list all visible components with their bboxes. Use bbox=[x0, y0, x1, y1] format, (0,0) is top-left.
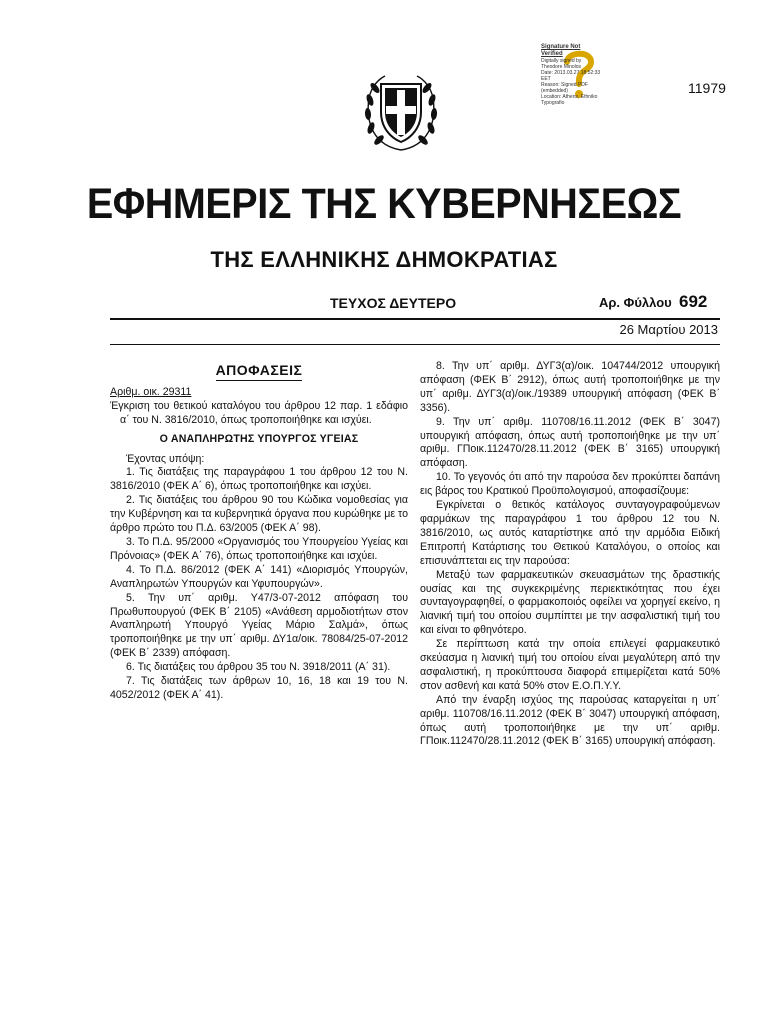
digital-signature-stamp[interactable] bbox=[541, 44, 611, 104]
page-number: 11979 bbox=[688, 80, 726, 96]
header-rule bbox=[110, 318, 720, 320]
issue-type: ΤΕΥΧΟΣ ΔΕΥΤΕΡΟ bbox=[330, 295, 457, 311]
section-heading bbox=[110, 364, 408, 378]
paragraph: 8. Την υπ΄ αριθμ. ΔΥΓ3(α)/οικ. 104744/2012 υπουργική απόφαση (ΦΕΚ Β΄ 2912), όπως αυτή τροποποιήθηκε με την υπ΄ αριθμ. ΔΥΓ3(α)/οικ./19389 υπουργική απόφαση (ΦΕΚ Β΄ 3356). bbox=[420, 360, 720, 414]
signature-detail: EET bbox=[541, 76, 551, 82]
protocol-number: Αριθμ. οικ. 29311 bbox=[110, 385, 192, 398]
signature-detail: Digitally signed by bbox=[541, 58, 582, 64]
decision-subject: Έγκριση του θετικού καταλόγου του άρθρου 12 παρ. 1 εδάφιο α΄ του Ν. 3816/2010, όπως τροποποιήθηκε και ισχύει. bbox=[110, 399, 408, 426]
signature-status: Signature Not bbox=[541, 44, 581, 50]
right-column bbox=[420, 360, 720, 749]
signature-detail: Theodore Minolos bbox=[541, 64, 582, 70]
paragraph: 10. Το γεγονός ότι από την παρούσα δεν προκύπτει δαπάνη εις βάρος του Κρατικού Προϋπολογισμού, αποφασίζουμε: bbox=[420, 471, 720, 498]
paragraph: 2. Τις διατάξεις του άρθρου 90 του Κώδικα νομοθεσίας για την Κυβέρνηση και τα κυβερνητικά όργανα που κυρώθηκε με το άρθρο πρώτο του Π.Δ. 63/2005 (ΦΕΚ Α΄ 98). bbox=[110, 494, 408, 535]
paragraph: 6. Τις διατάξεις του άρθρου 35 του Ν. 3918/2011 (Α΄ 31). bbox=[126, 661, 391, 674]
paragraph: Σε περίπτωση κατά την οποία επιλεγεί φαρμακευτικό σκεύασμα η λιανική τιμή του οποίου είναι μεγαλύτερη από την ασφαλιστική, η προκύπτουσα διαφορά επιμερίζεται κατά 50% στον ασθενή και κατά 50% στον Ε.Ο.Π.Υ.Υ. bbox=[420, 638, 720, 692]
paragraph: 9. Την υπ΄ αριθμ. 110708/16.11.2012 (ΦΕΚ Β΄ 3047) υπουργική απόφαση, όπως αυτή τροποποιήθηκε με την υπ΄ αριθμ. ΓΠοικ.112470/28.11.2012 (ΦΕΚ Β΄ 3165) υπουργική απόφαση. bbox=[420, 415, 720, 470]
gazette-title: ΕΦΗΜΕΡΙΣ ΤΗΣ ΚΥΒΕΡΝΗΣΕΩΣ bbox=[86, 180, 682, 228]
sheet-number-label: Αρ. Φύλλου bbox=[599, 295, 672, 310]
paragraph: Μεταξύ των φαρμακευτικών σκευασμάτων της δραστικής ουσίας και της συγκεκριμένης περιεκτικότητας που έχει συνταγογραφηθεί, ο φαρμακοποιός οφείλει να χορηγεί εκείνο, η λιανική τιμή του οποίου συμπίπτει με την ασφαλιστική τιμή του και είναι το φθηνότερο. bbox=[420, 568, 720, 637]
coat-of-arms-icon bbox=[361, 70, 441, 154]
paragraph: Έχοντας υπόψη: bbox=[126, 452, 205, 465]
paragraph: Εγκρίνεται ο θετικός κατάλογος συνταγογραφούμενων φαρμάκων της παραγράφου 1 του άρθρου 12 του Ν. 3816/2010, ως αυτός καταρτίστηκε από την αρμόδια Ειδική Επιτροπή Κατάρτισης του Θετικού Καταλόγου, ο οποίος και επισυνάπτεται εις την παρούσα: bbox=[420, 499, 720, 567]
signature-status-2: Verified bbox=[541, 51, 563, 57]
signature-detail: Reason: Signed PDF bbox=[541, 82, 588, 88]
paragraph: 4. Το Π.Δ. 86/2012 (ΦΕΚ Α΄ 141) «Διορισμός Υπουργών, Αναπληρωτών Υπουργών και Υφυπουργών». bbox=[110, 563, 408, 590]
paragraph: Από την έναρξη ισχύος της παρούσας καταργείται η υπ΄ αριθμ. 110708/16.11.2012 (ΦΕΚ Β΄ 3047) υπουργική απόφαση, όπως αυτή τροποποιήθηκε με την υπ΄ αριθμ. ΓΠοικ.112470/28.11.2012 (ΦΕΚ Β΄ 3165) υπουργική απόφαση. bbox=[420, 693, 720, 748]
signature-detail: Typografio bbox=[541, 100, 565, 106]
paragraph: 1. Τις διατάξεις της παραγράφου 1 του άρθρου 12 του Ν. 3816/2010 (ΦΕΚ Α΄ 6), όπως τροποποιήθηκε και ισχύει. bbox=[110, 466, 408, 493]
signature-detail: Date: 2013.03.27 18:52:33 bbox=[541, 70, 601, 76]
paragraph: 7. Τις διατάξεις των άρθρων 10, 16, 18 και 19 του Ν. 4052/2012 (ΦΕΚ Α΄ 41). bbox=[110, 675, 408, 701]
paragraph: 3. Το Π.Δ. 95/2000 «Οργανισμός του Υπουργείου Υγείας και Πρόνοιας» (ΦΕΚ Α΄ 76), όπως τροποποιήθηκε και ισχύει. bbox=[110, 535, 408, 562]
left-column bbox=[110, 360, 408, 703]
sheet-number: 692 bbox=[679, 292, 708, 311]
header-rule-bottom bbox=[110, 344, 720, 345]
signature-detail: Location: Athens, Ethniko bbox=[541, 94, 598, 100]
issue-date: 26 Μαρτίου 2013 bbox=[619, 322, 718, 337]
paragraph: 5. Την υπ΄ αριθμ. Υ47/3-07-2012 απόφαση του Πρωθυπουργού (ΦΕΚ Β΄ 2105) «Ανάθεση αρμοδιοτήτων στον Αναπληρωτή Υπουργό Υγείας Μάριο Σαλμά», όπως τροποποιήθηκε με την υπ΄ αριθμ. ΔΥ1α/οικ. 78084/25-07-2012 (ΦΕΚ Β΄ 2339) απόφαση. bbox=[110, 591, 408, 660]
signature-detail: (embedded) bbox=[541, 88, 568, 94]
gazette-subtitle: ΤΗΣ ΕΛΛΗΝΙΚΗΣ ΔΗΜΟΚΡΑΤΙΑΣ bbox=[210, 247, 558, 272]
section-heading-text: ΑΠΟΦΑΣΕΙΣ bbox=[216, 362, 303, 381]
minister-heading: Ο ΑΝΑΠΛΗΡΩΤΗΣ ΥΠΟΥΡΓΟΣ ΥΓΕΙΑΣ bbox=[159, 432, 359, 445]
